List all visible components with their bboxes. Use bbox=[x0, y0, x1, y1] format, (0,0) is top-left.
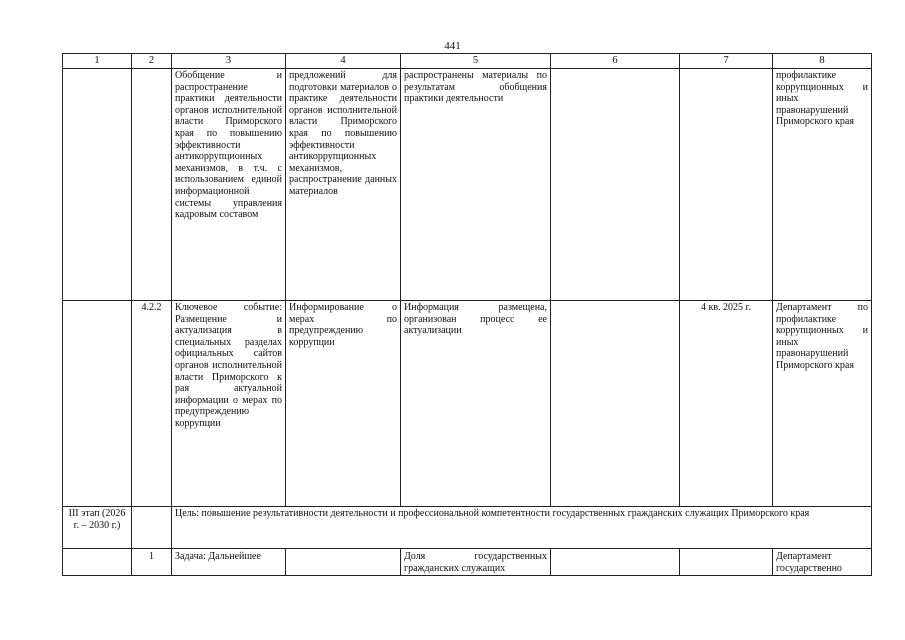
result-cell: Информация размещена, организован процесс ее актуализации bbox=[401, 301, 551, 507]
table-row bbox=[63, 301, 872, 507]
number-cell bbox=[132, 507, 172, 549]
table-row bbox=[63, 69, 872, 301]
header-cell: 6 bbox=[551, 54, 680, 69]
header-cell: 3 bbox=[172, 54, 286, 69]
responsible-cell: Департамент по профилактике коррупционных и иных правонарушений Приморского края bbox=[773, 301, 872, 507]
responsible-cell: Департамент государственно bbox=[773, 549, 872, 576]
header-cell: 4 bbox=[286, 54, 401, 69]
task-cell: предложений для подготовки материалов о практике деятельности органов исполнительной власти Приморского края по повышению эффективности антикоррупционных механизмов, распространение данных материалов bbox=[286, 69, 401, 301]
header-cell: 7 bbox=[680, 54, 773, 69]
stage-cell bbox=[63, 69, 132, 301]
stage-row bbox=[63, 507, 872, 549]
header-cell: 1 bbox=[63, 54, 132, 69]
number-cell: 4.2.2 bbox=[132, 301, 172, 507]
goal-cell: Цель: повышение результативности деятельности и профессиональной компетентности государственных гражданских служащих Приморского края bbox=[172, 507, 872, 549]
header-cell: 2 bbox=[132, 54, 172, 69]
header-cell: 5 bbox=[401, 54, 551, 69]
result-cell: Доля государственных гражданских служащих bbox=[401, 549, 551, 576]
deadline-cell bbox=[680, 549, 773, 576]
deadline-cell: 4 кв. 2025 г. bbox=[680, 301, 773, 507]
event-cell: Ключевое событие: Размещение и актуализация в специальных разделах официальных сайтов органов исполнительной власти Приморского к рая актуальной информации о мерах по предупреждению коррупции bbox=[172, 301, 286, 507]
plan-table bbox=[62, 53, 872, 576]
deadline-cell bbox=[680, 69, 773, 301]
task-cell bbox=[286, 549, 401, 576]
page-number: 441 bbox=[444, 40, 461, 52]
stage-cell bbox=[63, 549, 132, 576]
table-row bbox=[63, 549, 872, 576]
stage-cell: III этап (2026 г. – 2030 г.) bbox=[63, 507, 132, 549]
stage-cell bbox=[63, 301, 132, 507]
empty-cell bbox=[551, 301, 680, 507]
event-cell: Задача: Дальнейшее bbox=[172, 549, 286, 576]
number-cell bbox=[132, 69, 172, 301]
header-row bbox=[63, 54, 872, 69]
responsible-cell: профилактике коррупционных и иных правонарушений Приморского края bbox=[773, 69, 872, 301]
header-cell: 8 bbox=[773, 54, 872, 69]
result-cell: распространены материалы по результатам обобщения практики деятельности bbox=[401, 69, 551, 301]
event-cell: Обобщение и распространение практики деятельности органов исполнительной власти Приморского края по повышению эффективности антикоррупционных механизмов, в т.ч. с использованием единой информационной системы управления кадровым составом bbox=[172, 69, 286, 301]
empty-cell bbox=[551, 69, 680, 301]
empty-cell bbox=[551, 549, 680, 576]
number-cell: 1 bbox=[132, 549, 172, 576]
task-cell: Информирование о мерах по предупреждению коррупции bbox=[286, 301, 401, 507]
